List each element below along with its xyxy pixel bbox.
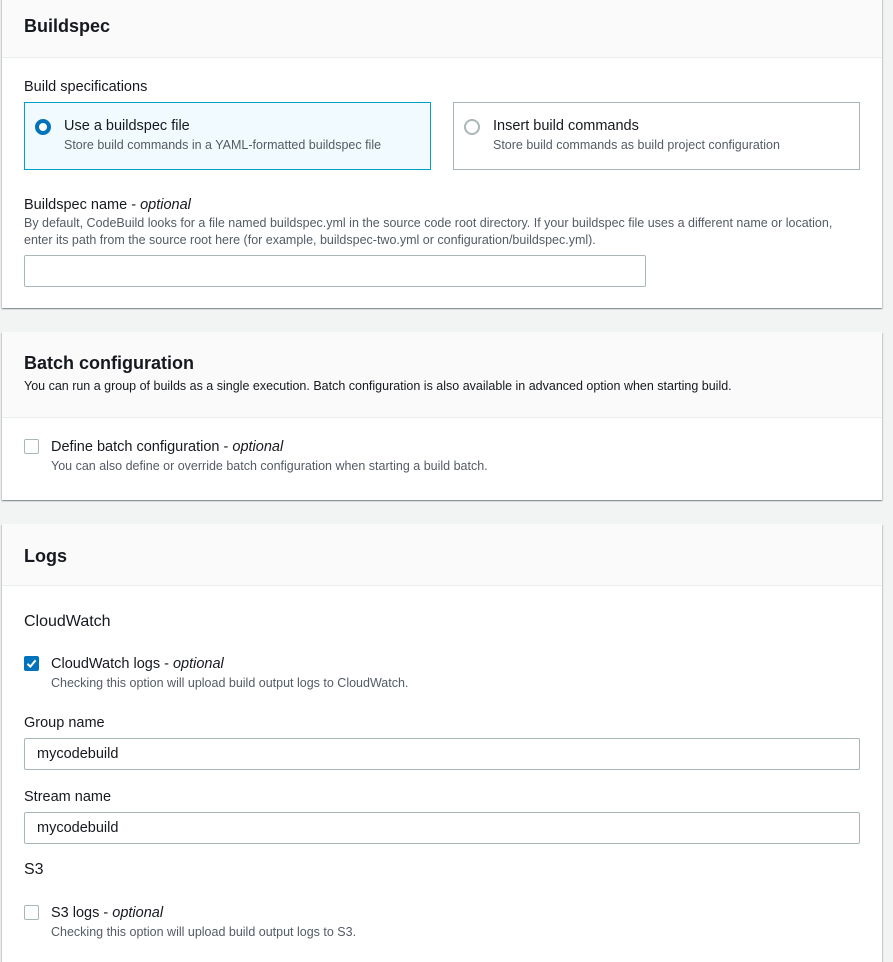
buildspec-panel-header <box>2 0 882 58</box>
cloudwatch-logs-checkbox[interactable] <box>24 656 39 671</box>
buildspec-name-input[interactable] <box>24 255 646 287</box>
insert-build-commands-tile[interactable] <box>453 102 860 170</box>
batch-title: Batch configuration <box>24 353 194 373</box>
cloudwatch-logs-row[interactable] <box>24 655 860 692</box>
s3-logs-label-text: S3 logs <box>51 905 100 921</box>
build-spec-options <box>24 102 860 170</box>
define-batch-label-text: Define batch configuration <box>51 439 220 455</box>
cloudwatch-logs-description: Checking this option will upload build output logs to CloudWatch. <box>51 676 409 690</box>
use-buildspec-file-label: Use a buildspec file <box>64 118 190 134</box>
cloudwatch-heading: CloudWatch <box>24 613 111 630</box>
buildspec-name-description: By default, CodeBuild looks for a file named buildspec.yml in the source code root directory. If your buildspec file uses a different name or location, enter its path from the source root here (for example, buildspec-two.yml or configuration/buildspec.yml). <box>24 216 833 247</box>
buildspec-name-optional: optional <box>140 197 191 213</box>
insert-build-commands-label: Insert build commands <box>493 118 639 134</box>
logs-title: Logs <box>24 546 67 566</box>
s3-logs-optional: optional <box>112 905 164 921</box>
define-batch-description: You can also define or override batch configuration when starting a build batch. <box>51 459 488 473</box>
cloudwatch-logs-label: CloudWatch logs - optional <box>51 656 224 672</box>
checkmark-icon <box>26 658 37 669</box>
insert-build-commands-description: Store build commands as build project configuration <box>493 138 780 152</box>
s3-logs-description: Checking this option will upload build output logs to S3. <box>51 925 357 939</box>
define-batch-optional: optional <box>232 439 284 455</box>
s3-logs-checkbox[interactable] <box>24 905 39 920</box>
batch-configuration-panel <box>2 332 882 500</box>
define-batch-text <box>51 438 488 475</box>
s3-heading: S3 <box>24 861 44 878</box>
batch-panel-body <box>2 438 882 475</box>
stream-name-label: Stream name <box>24 789 112 805</box>
cloudwatch-logs-optional: optional <box>172 656 224 672</box>
batch-panel-header <box>2 332 882 418</box>
radio-selected-icon[interactable] <box>35 119 51 135</box>
build-specifications-label: Build specifications <box>24 79 148 95</box>
s3-logs-text <box>51 904 356 941</box>
buildspec-name-label: Buildspec name - optional <box>24 197 191 213</box>
stream-name-input[interactable] <box>24 812 860 844</box>
define-batch-configuration-row[interactable] <box>24 438 860 475</box>
group-name-input[interactable] <box>24 738 860 770</box>
buildspec-name-label-text: Buildspec name <box>24 197 128 213</box>
buildspec-panel-body <box>2 78 882 287</box>
radio-unselected-icon[interactable] <box>464 119 480 135</box>
cloudwatch-logs-label-text: CloudWatch logs <box>51 656 161 672</box>
logs-panel-body <box>2 612 882 941</box>
define-batch-label: Define batch configuration - optional <box>51 439 284 455</box>
insert-build-commands-text <box>493 117 780 154</box>
buildspec-title: Buildspec <box>24 16 111 36</box>
cloudwatch-logs-text <box>51 655 408 692</box>
logs-panel-header <box>2 524 882 586</box>
buildspec-panel <box>2 0 882 308</box>
logs-panel <box>2 524 882 962</box>
s3-logs-row[interactable] <box>24 904 860 941</box>
group-name-label: Group name <box>24 715 105 731</box>
batch-description: You can run a group of builds as a single execution. Batch configuration is also available in advanced option when starting build. <box>24 379 732 393</box>
use-buildspec-file-text <box>64 117 381 154</box>
use-buildspec-file-description: Store build commands in a YAML-formatted buildspec file <box>64 138 382 152</box>
use-buildspec-file-tile[interactable] <box>24 102 431 170</box>
define-batch-checkbox[interactable] <box>24 439 39 454</box>
s3-logs-label: S3 logs - optional <box>51 905 164 921</box>
